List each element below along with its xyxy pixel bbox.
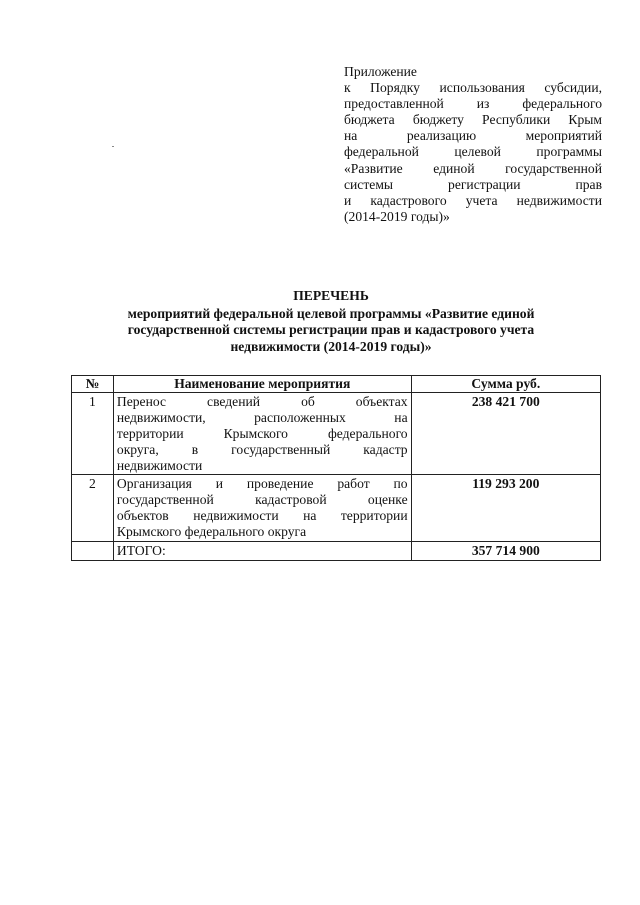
row-name-line: объектов недвижимости на территории	[116, 508, 408, 524]
heading-subtitle-line: мероприятий федеральной целевой программы «Развитие единой	[127, 305, 535, 321]
appendix-block	[344, 64, 602, 225]
row-name	[113, 392, 411, 475]
appendix-line: предоставленной из федерального	[344, 96, 602, 112]
row-name-line: Организация и проведение работ по	[116, 476, 408, 492]
row-name-line: недвижимости, расположенных на	[116, 409, 408, 425]
heading-title: ПЕРЕЧЕНЬ	[293, 288, 369, 303]
row-name-line: округа, в государственный кадастр	[116, 441, 408, 457]
appendix-line: «Развитие единой государственной	[344, 160, 602, 176]
header-sum: Сумма руб.	[411, 376, 600, 393]
appendix-line: (2014-2019 годы)»	[344, 208, 450, 224]
row-sum: 238 421 700	[411, 392, 600, 475]
header-number: №	[72, 376, 114, 393]
total-number	[72, 542, 114, 561]
measures-table	[71, 375, 601, 561]
appendix-line: бюджета бюджету Республики Крым	[344, 112, 602, 128]
appendix-line: Приложение	[344, 64, 417, 79]
header-name: Наименование мероприятия	[113, 376, 411, 393]
row-number: 2	[72, 475, 114, 542]
heading-subtitle-line: государственной системы регистрации прав и кадастрового учета	[127, 322, 535, 337]
appendix-line: системы регистрации прав	[344, 176, 602, 192]
table-row	[72, 392, 601, 475]
appendix-line: к Порядку использования субсидии,	[344, 80, 602, 96]
row-name	[113, 475, 411, 542]
document-heading	[96, 288, 566, 355]
total-label: ИТОГО:	[113, 542, 411, 561]
table-total-row	[72, 542, 601, 561]
total-sum: 357 714 900	[411, 542, 600, 561]
appendix-line: на реализацию мероприятий	[344, 128, 602, 144]
appendix-line: федеральной целевой программы	[344, 144, 602, 160]
appendix-line: и кадастрового учета недвижимости	[344, 192, 602, 208]
heading-subtitle-line: недвижимости (2014-2019 годы)»	[230, 338, 432, 354]
row-sum: 119 293 200	[411, 475, 600, 542]
row-number: 1	[72, 392, 114, 475]
row-name-line: недвижимости	[116, 457, 203, 473]
row-name-line: государственной кадастровой оценке	[116, 492, 408, 508]
row-name-line: Крымского федерального округа	[116, 524, 307, 540]
scan-speck	[112, 146, 114, 147]
row-name-line: территории Крымского федерального	[116, 425, 408, 441]
row-name-line: Перенос сведений об объектах	[116, 393, 408, 409]
table-header-row	[72, 376, 601, 393]
table-row	[72, 475, 601, 542]
